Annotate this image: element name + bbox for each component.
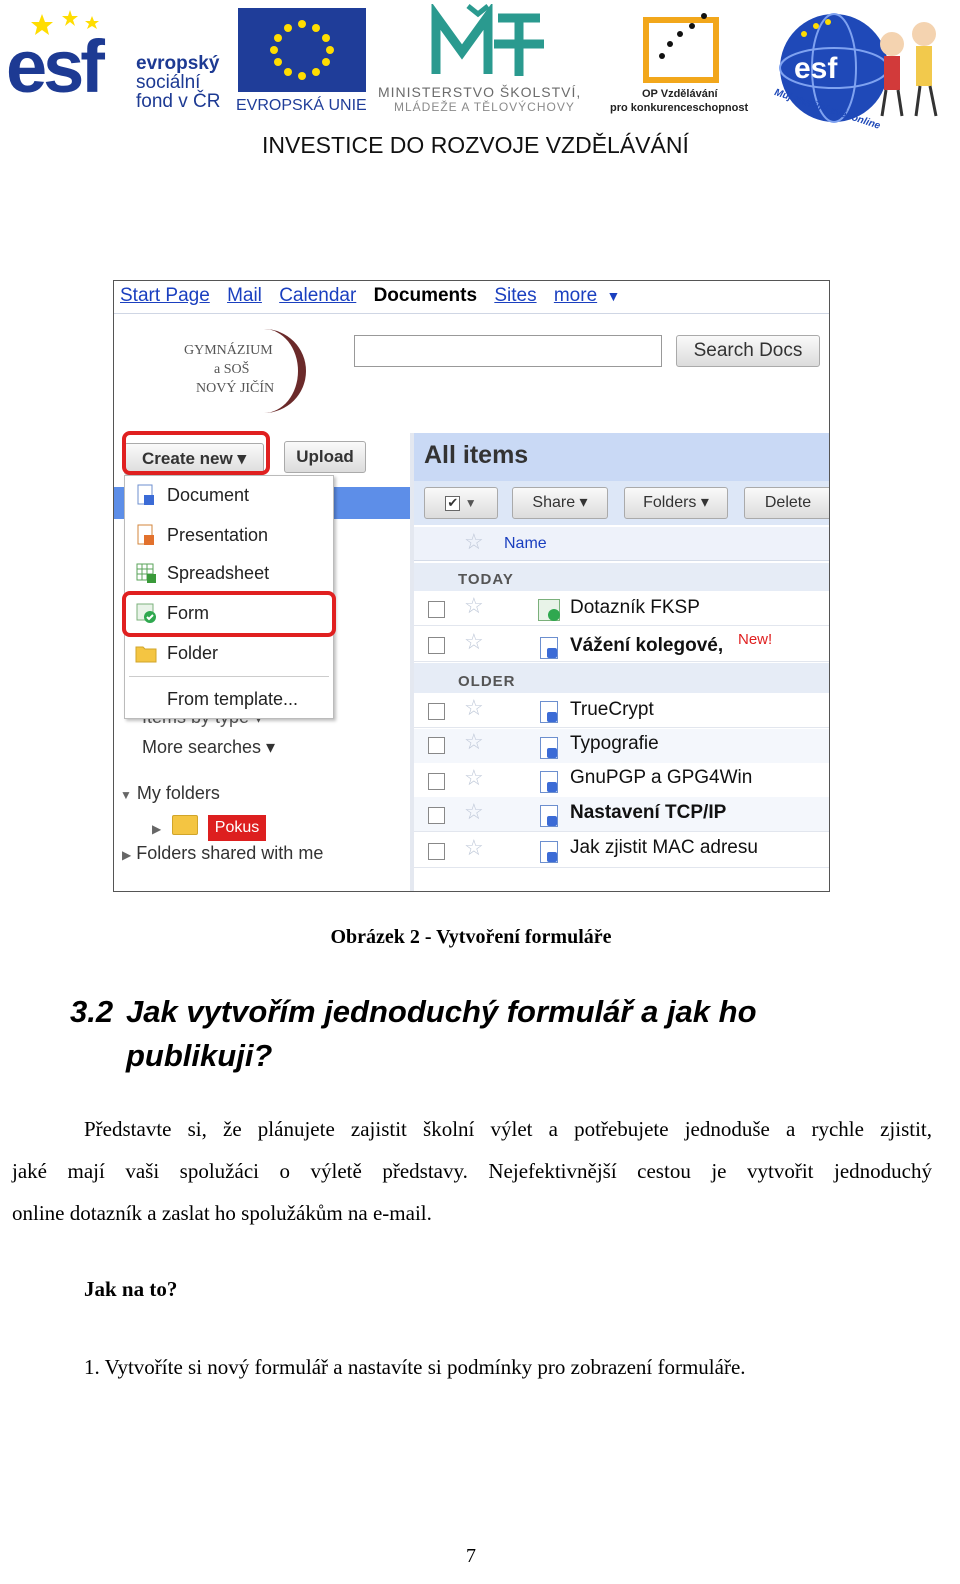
paragraph-line: jaké mají vaši spolužáci o výletě představy. Nejefektivnější cestou je vytvořit jednoduchý [12,1159,932,1183]
folder-pokus[interactable]: Pokus [208,815,266,841]
section-title-line-1: Jak vytvořím jednoduchý formulář a jak ho [126,994,757,1029]
top-navigation [120,285,632,307]
document-icon [540,701,558,723]
create-new-button[interactable]: Create new ▾ [124,443,264,475]
document-icon [540,805,558,827]
esf-globe-logo [773,4,950,132]
figure-caption: Obrázek 2 - Vytvoření formuláře [330,926,612,948]
school-logo [150,329,308,413]
checkbox-checked-icon: ✔ [445,496,460,511]
menu-item-label: From template... [167,688,299,709]
row-title[interactable]: Vážení kolegové, [570,635,724,656]
folder-icon [135,642,157,664]
subheading: Jak na to? [84,1277,178,1301]
star-icon[interactable]: ☆ [464,729,484,754]
chevron-down-icon: ▼ [464,496,477,510]
school-logo-line-2: a SOŠ [214,362,250,377]
nav-divider [114,313,830,314]
menu-item-document[interactable] [135,478,249,512]
section-older-label: OLDER [458,673,516,690]
menu-item-label: Folder [167,642,219,663]
nav-current-documents: Documents [373,285,478,306]
shared-folders-label: Folders shared with me [136,843,324,863]
google-docs-screenshot [113,280,830,892]
document-icon [540,737,558,759]
delete-button[interactable]: Delete [744,487,830,519]
op-logo-icon [640,6,724,86]
row-title[interactable]: Nastavení TCP/IP [570,802,727,823]
menu-item-label: Document [167,484,250,505]
menu-item-label: Spreadsheet [167,562,270,583]
page-number: 7 [466,1545,476,1567]
investice-banner: INVESTICE DO ROZVOJE VZDĚLÁVÁNÍ [262,132,689,158]
nav-link-calendar[interactable]: Calendar [279,285,357,306]
school-logo-line-1: GYMNÁZIUM [184,343,273,358]
share-button[interactable]: Share ▾ [512,487,608,519]
row-checkbox[interactable] [428,807,445,824]
section-title-line-2: publikuji? [126,1038,273,1073]
my-folders-label: My folders [136,783,220,803]
msmt-label-1: MINISTERSTVO ŠKOLSTVÍ, [378,84,582,100]
section-heading [70,990,757,1078]
star-icon[interactable]: ☆ [464,695,484,720]
esf-globe-text: esf [794,52,838,85]
document-icon [135,484,157,506]
header-logos [0,0,960,158]
menu-item-label: Presentation [167,524,269,545]
star-icon[interactable]: ☆ [464,765,484,790]
select-all-button[interactable] [424,487,498,519]
row-checkbox[interactable] [428,773,445,790]
nav-link-more[interactable]: more [553,285,598,306]
menu-item-presentation[interactable] [135,518,268,552]
shared-folders-item[interactable] [122,843,323,864]
esf-globe-slogan: Můj studijní svět online [773,87,882,132]
triangle-right-icon: ▶ [122,848,132,862]
section-number: 3.2 [70,994,114,1029]
document-icon [540,841,558,863]
search-docs-button[interactable]: Search Docs [676,335,820,367]
op-label-1: OP Vzdělávání [642,88,718,100]
create-new-highlight [122,431,270,475]
row-title[interactable]: GnuPGP a GPG4Win [570,767,753,788]
star-icon[interactable]: ☆ [464,629,484,654]
paragraph-line: online dotazník a zaslat ho spolužákům na e-mail. [12,1201,432,1225]
spreadsheet-icon [135,562,157,584]
row-checkbox[interactable] [428,737,445,754]
esf-logo-text: esf [6,25,101,108]
upload-button[interactable]: Upload [284,441,366,473]
intro-paragraph [12,1108,932,1234]
document-icon [540,637,558,659]
step-1: 1. Vytvoříte si nový formulář a nastavíte si podmínky pro zobrazení formuláře. [84,1355,746,1379]
form-icon [538,599,560,621]
eu-label: EVROPSKÁ UNIE [236,97,367,114]
row-title[interactable]: Dotazník FKSP [570,597,700,618]
msmt-label-2: MLÁDEŽE A TĚLOVÝCHOVY [394,100,575,114]
my-folders-item[interactable] [120,783,220,804]
eu-stars-icon [238,8,366,92]
nav-link-mail[interactable]: Mail [227,285,262,306]
column-name-header[interactable]: Name [504,535,547,552]
form-highlight [122,591,336,637]
document-icon [540,771,558,793]
nav-link-sites[interactable]: Sites [494,285,537,306]
row-checkbox[interactable] [428,843,445,860]
chevron-down-icon[interactable]: ▼ [606,288,621,304]
row-title[interactable]: TrueCrypt [570,699,654,720]
row-checkbox[interactable] [428,601,445,618]
esf-logo [6,8,228,118]
triangle-down-icon: ▼ [120,788,132,802]
folders-button[interactable]: Folders ▾ [624,487,728,519]
all-items-title: All items [424,441,529,469]
row-title[interactable]: Jak zjistit MAC adresu [570,837,758,858]
search-input[interactable] [354,335,662,367]
star-icon[interactable]: ☆ [464,529,484,554]
msmt-logo-icon [428,4,548,88]
new-badge: New! [738,631,773,648]
row-checkbox[interactable] [428,703,445,720]
menu-item-folder[interactable] [135,636,218,670]
school-logo-swoosh [250,329,306,413]
row-title[interactable]: Typografie [570,733,659,754]
star-icon[interactable]: ☆ [464,835,484,860]
nav-link-start-page[interactable]: Start Page [120,285,210,306]
eu-flag [238,8,366,92]
menu-item-spreadsheet[interactable] [135,556,269,590]
presentation-icon [135,524,157,546]
expand-arrow-icon[interactable]: ▶ [152,822,162,836]
paragraph-line: Představte si, že plánujete zajistit školní výlet a potřebujete jednoduše a rychle zjistit, [84,1117,932,1141]
menu-separator [129,676,329,677]
star-icon[interactable]: ☆ [464,799,484,824]
folder-icon [172,815,198,835]
more-searches-link[interactable]: More searches ▾ [142,737,276,757]
row-checkbox[interactable] [428,637,445,654]
menu-item-label: Form [167,602,209,623]
star-icon[interactable]: ☆ [464,593,484,618]
section-today-label: TODAY [458,571,514,588]
menu-item-from-template[interactable] [167,682,298,716]
school-logo-line-3: NOVÝ JIČÍN [196,381,275,396]
op-label-2: pro konkurenceschopnost [610,102,749,114]
esf-logo-caption: evropský sociální fond v ČR [136,53,221,112]
